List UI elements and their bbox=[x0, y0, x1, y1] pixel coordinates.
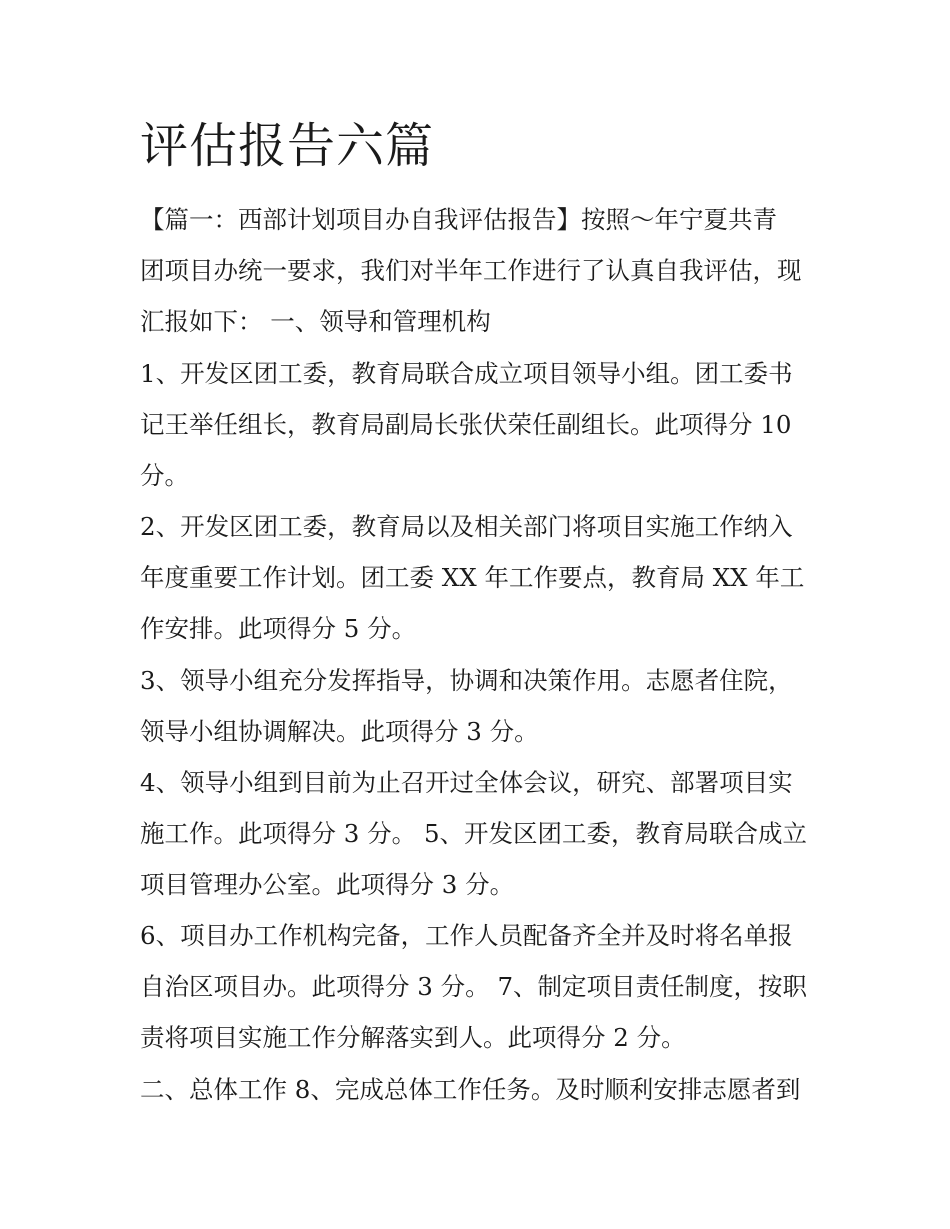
text-line: 领导小组协调解决。此项得分 3 分。 bbox=[140, 717, 539, 746]
text-line: 团项目办统一要求，我们对半年工作进行了认真自我评估，现 bbox=[140, 256, 802, 285]
text-line: 二、总体工作 8、完成总体工作任务。及时顺利安排志愿者到 bbox=[140, 1075, 801, 1104]
text-line: 【篇一：西部计划项目办自我评估报告】按照～年宁夏共青 bbox=[140, 205, 777, 234]
text-line: 记王举任组长，教育局副局长张伏荣任副组长。此项得分 10 bbox=[140, 410, 792, 439]
text-line: 1、开发区团工委，教育局联合成立项目领导小组。团工委书 bbox=[140, 359, 793, 388]
text-line: 汇报如下： 一、领导和管理机构 bbox=[140, 307, 491, 336]
text-line: 4、领导小组到目前为止召开过全体会议，研究、部署项目实 bbox=[140, 768, 793, 797]
text-line: 3、领导小组充分发挥指导，协调和决策作用。志愿者住院， bbox=[140, 666, 793, 695]
text-line: 自治区项目办。此项得分 3 分。 7、制定项目责任制度，按职 bbox=[140, 972, 808, 1001]
text-line: 2、开发区团工委，教育局以及相关部门将项目实施工作纳入 bbox=[140, 512, 793, 541]
text-line: 作安排。此项得分 5 分。 bbox=[140, 614, 417, 643]
text-line: 项目管理办公室。此项得分 3 分。 bbox=[140, 870, 515, 899]
text-line: 责将项目实施工作分解落实到人。此项得分 2 分。 bbox=[140, 1023, 686, 1052]
text-line: 年度重要工作计划。团工委 XX 年工作要点，教育局 XX 年工 bbox=[140, 563, 805, 592]
text-line: 分。 bbox=[140, 461, 189, 490]
document-title: 评估报告六篇 bbox=[140, 118, 435, 174]
text-line: 6、项目办工作机构完备，工作人员配备齐全并及时将名单报 bbox=[140, 921, 793, 950]
text-line: 施工作。此项得分 3 分。 5、开发区团工委，教育局联合成立 bbox=[140, 819, 808, 848]
